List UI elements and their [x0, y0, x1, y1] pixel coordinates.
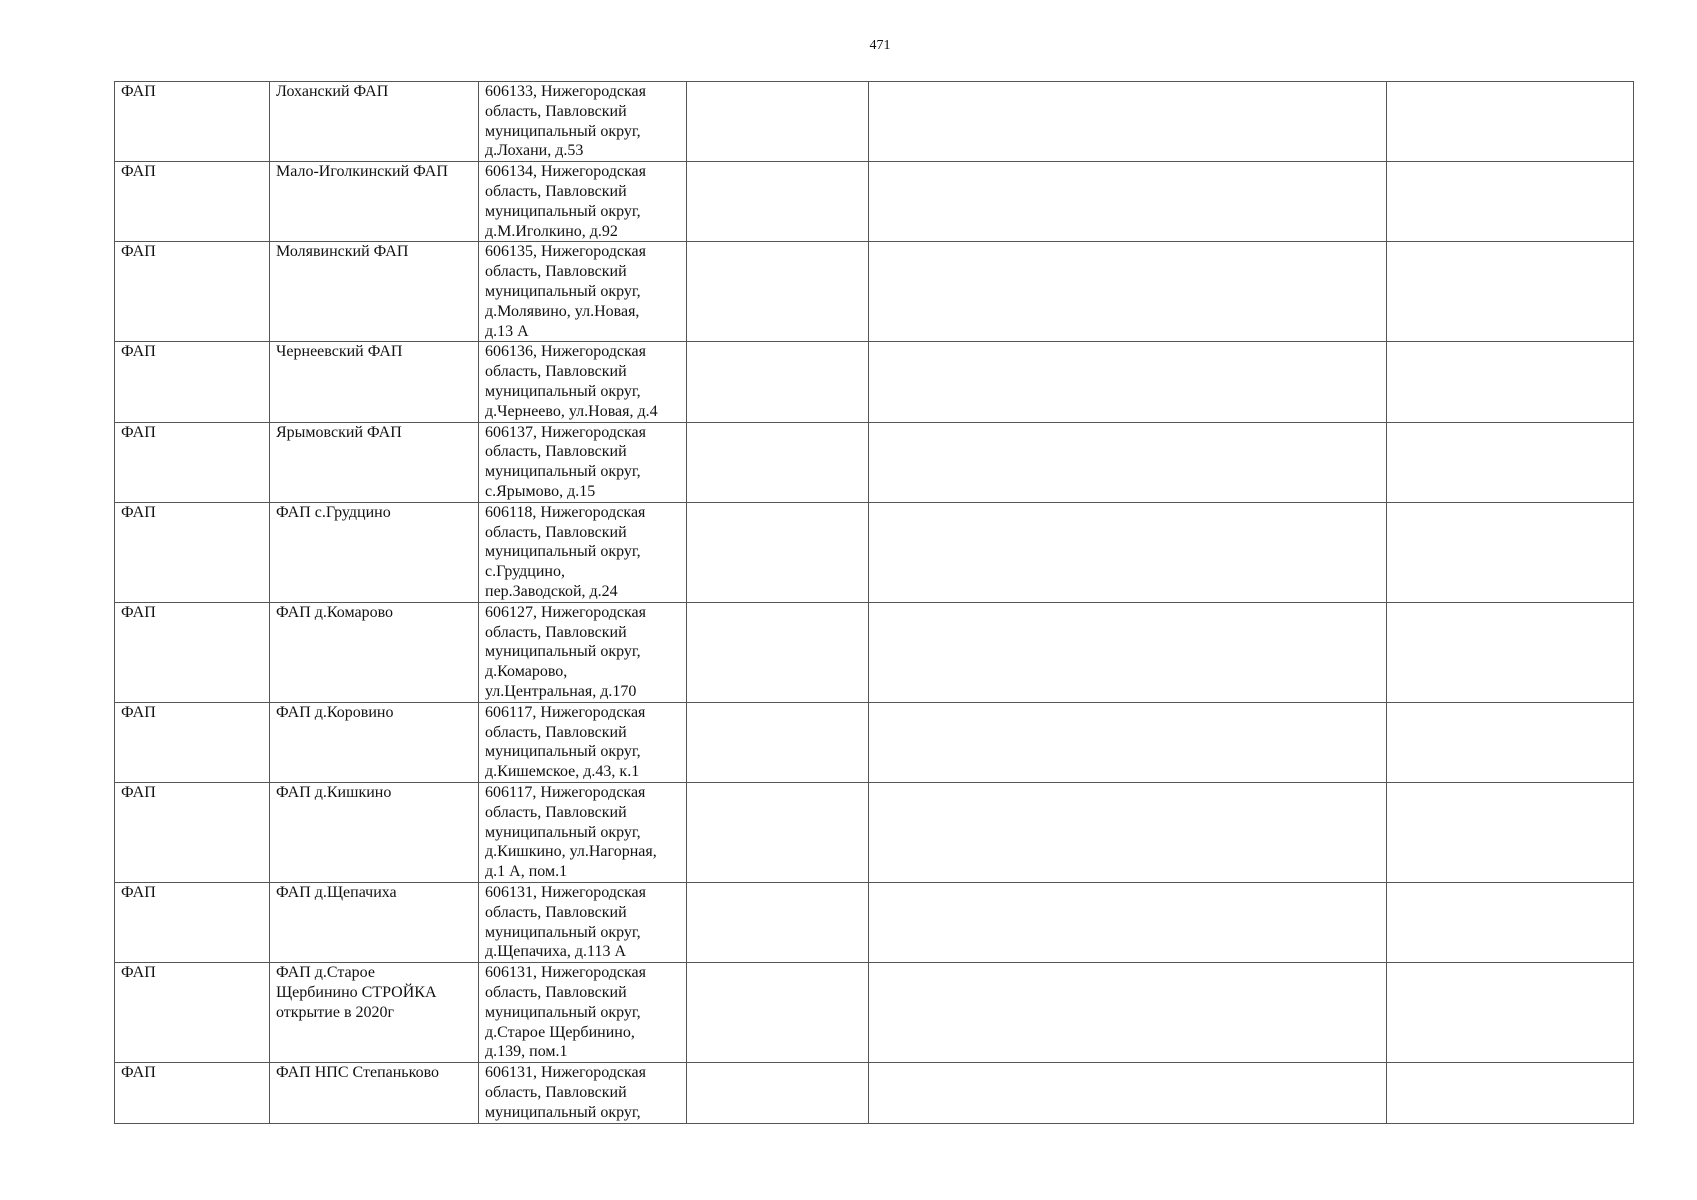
address-line: 606131, Нижегородская [485, 1064, 646, 1082]
empty-cell [1387, 162, 1634, 242]
address-line: д.Щепачиха, д.113 А [485, 943, 627, 961]
type-cell: ФАП [115, 422, 270, 502]
address-cell [479, 242, 687, 342]
address-line: область, Павловский [485, 623, 627, 641]
address-cell [479, 963, 687, 1063]
table-row [115, 782, 1634, 882]
empty-cell [869, 422, 1387, 502]
type-cell: ФАП [115, 1063, 270, 1123]
address-line: д.Кишкино, ул.Нагорная, [485, 843, 657, 861]
address-line: 606134, Нижегородская [485, 163, 646, 181]
name-line: ФАП НПС Степаньково [276, 1064, 440, 1082]
empty-cell [687, 242, 869, 342]
address-line: 606117, Нижегородская [485, 783, 646, 801]
empty-cell [1387, 1063, 1634, 1123]
table-row [115, 963, 1634, 1063]
empty-cell [687, 422, 869, 502]
table-row [115, 162, 1634, 242]
table-row [115, 602, 1634, 702]
empty-cell [687, 1063, 869, 1123]
address-line: 606131, Нижегородская [485, 883, 646, 901]
empty-cell [1387, 702, 1634, 782]
address-line: 606136, Нижегородская [485, 343, 646, 361]
type-cell: ФАП [115, 882, 270, 962]
address-line: муниципальный округ, [485, 282, 641, 300]
empty-cell [869, 602, 1387, 702]
address-cell [479, 702, 687, 782]
address-line: область, Павловский [485, 102, 627, 120]
table-row [115, 1063, 1634, 1123]
address-line: муниципальный округ, [485, 202, 641, 220]
address-line: 606135, Нижегородская [485, 243, 646, 261]
address-cell [479, 782, 687, 882]
name-line: ФАП д.Старое [276, 964, 375, 982]
address-line: муниципальный округ, [485, 1103, 641, 1121]
empty-cell [1387, 963, 1634, 1063]
name-cell [270, 963, 479, 1063]
page-number: 471 [869, 38, 891, 53]
name-cell [270, 882, 479, 962]
empty-cell [869, 963, 1387, 1063]
address-line: 606118, Нижегородская [485, 503, 646, 521]
empty-cell [869, 242, 1387, 342]
address-line: д.Старое Щербинино, [485, 1023, 635, 1041]
empty-cell [1387, 82, 1634, 162]
address-cell [479, 502, 687, 602]
address-line: 606127, Нижегородская [485, 603, 646, 621]
address-line: муниципальный округ, [485, 122, 641, 140]
name-cell [270, 1063, 479, 1123]
registry-table [114, 81, 1634, 1124]
empty-cell [869, 882, 1387, 962]
name-line: Ярымовский ФАП [276, 423, 402, 441]
address-line: область, Павловский [485, 723, 627, 741]
address-line: муниципальный округ, [485, 382, 641, 400]
empty-cell [687, 882, 869, 962]
address-line: муниципальный округ, [485, 743, 641, 761]
name-cell [270, 162, 479, 242]
empty-cell [687, 963, 869, 1063]
table-row [115, 422, 1634, 502]
address-line: 606117, Нижегородская [485, 703, 646, 721]
address-cell [479, 882, 687, 962]
name-line: ФАП д.Кишкино [276, 783, 392, 801]
empty-cell [869, 342, 1387, 422]
empty-cell [1387, 422, 1634, 502]
address-line: область, Павловский [485, 903, 627, 921]
address-line: д.Чернеево, ул.Новая, д.4 [485, 402, 658, 420]
empty-cell [1387, 342, 1634, 422]
name-cell [270, 82, 479, 162]
empty-cell [687, 162, 869, 242]
name-line: ФАП д.Щепачиха [276, 883, 397, 901]
name-line: ФАП д.Коровино [276, 703, 394, 721]
address-line: область, Павловский [485, 1083, 627, 1101]
empty-cell [1387, 502, 1634, 602]
address-line: область, Павловский [485, 443, 627, 461]
address-cell [479, 162, 687, 242]
address-line: муниципальный округ, [485, 823, 641, 841]
name-line: ФАП д.Комарово [276, 603, 394, 621]
empty-cell [869, 782, 1387, 882]
address-line: область, Павловский [485, 803, 627, 821]
empty-cell [687, 342, 869, 422]
address-line: муниципальный округ, [485, 1003, 641, 1021]
address-line: область, Павловский [485, 182, 627, 200]
address-line: область, Павловский [485, 363, 627, 381]
address-line: муниципальный округ, [485, 923, 641, 941]
address-line: область, Павловский [485, 523, 627, 541]
address-line: д.Молявино, ул.Новая, [485, 302, 640, 320]
address-line: муниципальный округ, [485, 463, 641, 481]
name-cell [270, 502, 479, 602]
empty-cell [1387, 242, 1634, 342]
empty-cell [869, 1063, 1387, 1123]
address-line: 606131, Нижегородская [485, 964, 646, 982]
empty-cell [869, 82, 1387, 162]
address-cell [479, 342, 687, 422]
address-line: область, Павловский [485, 983, 627, 1001]
address-line: пер.Заводской, д.24 [485, 582, 618, 600]
table-body [115, 82, 1634, 1124]
name-line: Щербинино СТРОЙКА [276, 983, 437, 1001]
address-line: д.Комарово, [485, 663, 568, 681]
address-line: 606137, Нижегородская [485, 423, 646, 441]
empty-cell [869, 162, 1387, 242]
empty-cell [1387, 602, 1634, 702]
empty-cell [687, 82, 869, 162]
address-cell [479, 82, 687, 162]
address-line: 606133, Нижегородская [485, 83, 646, 100]
empty-cell [869, 702, 1387, 782]
type-cell: ФАП [115, 342, 270, 422]
table-row [115, 242, 1634, 342]
address-cell [479, 602, 687, 702]
name-cell [270, 602, 479, 702]
table-row [115, 502, 1634, 602]
type-cell: ФАП [115, 702, 270, 782]
name-cell [270, 782, 479, 882]
empty-cell [1387, 882, 1634, 962]
address-line: д.139, пом.1 [485, 1043, 568, 1061]
address-line: с.Ярымово, д.15 [485, 482, 596, 500]
address-cell [479, 1063, 687, 1123]
name-cell [270, 242, 479, 342]
name-line: Мало-Иголкинский ФАП [276, 163, 448, 181]
empty-cell [1387, 782, 1634, 882]
name-cell [270, 422, 479, 502]
name-line: открытие в 2020г [276, 1003, 395, 1021]
type-cell: ФАП [115, 602, 270, 702]
address-line: д.М.Иголкино, д.92 [485, 222, 618, 240]
type-cell: ФАП [115, 963, 270, 1063]
address-line: с.Грудцино, [485, 563, 565, 581]
address-line: д.13 А [485, 322, 529, 340]
name-line: Лоханский ФАП [276, 83, 389, 100]
type-cell: ФАП [115, 82, 270, 162]
address-line: муниципальный округ, [485, 643, 641, 661]
name-cell [270, 702, 479, 782]
empty-cell [687, 502, 869, 602]
address-line: д.Кишемское, д.43, к.1 [485, 763, 640, 781]
address-line: область, Павловский [485, 263, 627, 281]
name-line: Молявинский ФАП [276, 243, 409, 261]
table-row [115, 342, 1634, 422]
address-line: д.Лохани, д.53 [485, 142, 584, 160]
empty-cell [687, 702, 869, 782]
empty-cell [869, 502, 1387, 602]
table-row [115, 702, 1634, 782]
table-row [115, 882, 1634, 962]
address-line: д.1 А, пом.1 [485, 863, 568, 881]
address-line: ул.Центральная, д.170 [485, 682, 637, 700]
address-line: муниципальный округ, [485, 543, 641, 561]
type-cell: ФАП [115, 502, 270, 602]
name-cell [270, 342, 479, 422]
empty-cell [687, 602, 869, 702]
type-cell: ФАП [115, 242, 270, 342]
address-cell [479, 422, 687, 502]
type-cell: ФАП [115, 782, 270, 882]
table-row [115, 82, 1634, 162]
name-line: Чернеевский ФАП [276, 343, 403, 361]
type-cell: ФАП [115, 162, 270, 242]
empty-cell [687, 782, 869, 882]
name-line: ФАП с.Грудцино [276, 503, 391, 521]
